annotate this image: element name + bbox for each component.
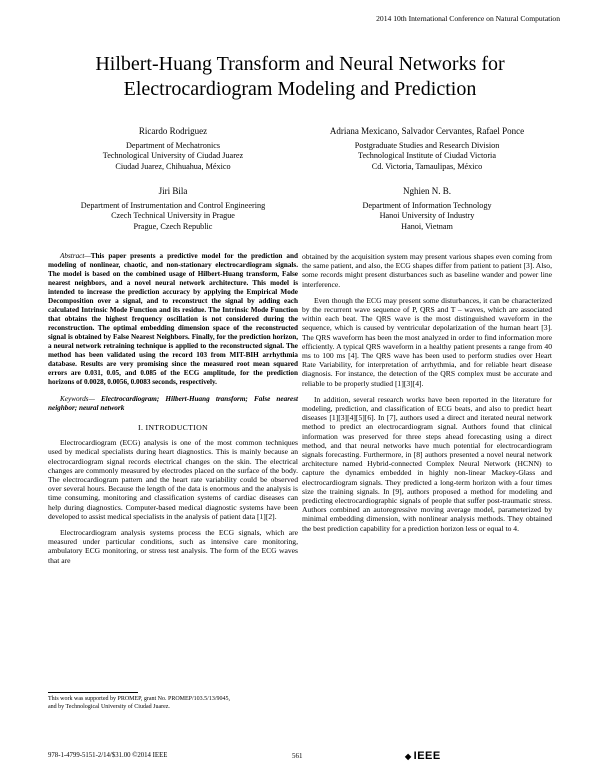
- author-affiliation: Ciudad Juarez, Chihuahua, México: [115, 161, 231, 171]
- title-line-2: Electrocardiogram Modeling and Prediction: [123, 78, 477, 100]
- author-block-1: [48, 126, 298, 172]
- footnote-line: This work was supported by PROMEP, grant No. PROMEP/103.5/13/9045,: [48, 696, 231, 702]
- author-name: Ricardo Rodriguez: [138, 126, 208, 136]
- author-affiliation: Department of Mechatronics: [125, 140, 221, 150]
- ieee-logo-text: IEEE: [413, 750, 441, 762]
- author-affiliation: Department of Instrumentation and Control Engineering: [80, 200, 266, 210]
- author-affiliation: Technological Institute of Ciudad Victoria: [358, 151, 496, 161]
- ieee-logo: [405, 750, 441, 762]
- body-paragraph: Even though the ECG may present some disturbances, it can be characterized by the recurrent wave sequence of P, QRS and T – waves, which are associated within each beat. The QRS wave is the most distinguished waveform in the sequence, which is caused by ventricular depolarization of the human heart [3]. The QRS waveform has been the most analyzed in order to find information more efficiently. A typical QRS waveform in a healthy patient presents a range from 40 ms to 100 ms [4]. The QRS wave has been used to perform studies over Heart Rate Variability, for interpretation of arrhythmia, and for reliable heart disease diagnosis. For instance, the detection of the QRS complex must be accurate and reliable to be properly studied [1][3][4].: [302, 295, 552, 388]
- footnote-line: and by Technological University of Ciudad Juarez.: [48, 703, 170, 710]
- author-block-2: [302, 126, 552, 172]
- body-paragraph: Electrocardiogram (ECG) analysis is one of the most common techniques used by medical specialists during heart diagnostics. This is mainly because an electrocardiogram signal records electrical changes on the skin. The electrical changes are commonly measured by electrodes placed on the surface of the body. The electrocardiogram pattern and the heart rate variability could be observed over several hours. Because the length of the data is enormous and the analysis is time consuming, monitoring and classification systems of cardiac diseases can help during diagnostics. Computer-based medical diagnostic systems have been developed to assist medical specialists in the analysis of patient data [1][2].: [48, 438, 298, 521]
- body-paragraph: In addition, several research works have been reported in the literature for modeling, prediction, and classification of ECG beats, and also to predict heart diseases [1][3][4][5][6]. In [7], authors used a direct and iterated neural network method to predict an electrocardiogram signal. Authors found that clinical information was preserved for three steps ahead forecasting using a direct method, and that neural networks have much potential for electrocardiogram signals forecasting. Furthermore, in [8] authors presented a novel neural network architecture named Hybrid-connected Complex Neural Network (HCNN) to capture the dynamics embedded in highly non-linear Mackey-Glass and electrocardiogram signals. They predicted a long-term horizon with a four times size the training signals. In [9], authors proposed a method for modeling and predicting electrocardiographic signals of people that suffer post-traumatic stress. Authors combined an autoregressive moving average model, parameterized by minimal embedding dimension, with nonlinear analysis methods. They obtained the best prediction capability for a prediction horizon less or equal to 4.: [302, 394, 552, 533]
- author-affiliation: Postgraduate Studies and Research Division: [354, 140, 500, 150]
- author-block-4: [302, 186, 552, 232]
- footer-isbn: 978-1-4799-5151-2/14/$31.00 ©2014 IEEE: [48, 752, 168, 759]
- author-affiliation: Hanoi, Vietnam: [401, 221, 453, 231]
- right-column: [302, 252, 552, 533]
- author-affiliation: Prague, Czech Republic: [133, 221, 213, 231]
- author-affiliation: Technological University of Ciudad Juarez: [102, 151, 244, 161]
- abstract: [48, 252, 298, 387]
- author-name: Nghien N. B.: [403, 186, 451, 196]
- keywords-lead: Keywords—: [60, 395, 101, 403]
- author-name: Jiri Bila: [158, 186, 188, 196]
- author-affiliation: Department of Information Technology: [362, 200, 492, 210]
- author-affiliation: Czech Technical University in Prague: [111, 211, 235, 221]
- title-line-1: Hilbert-Huang Transform and Neural Networks for: [95, 53, 505, 75]
- author-affiliation: Cd. Victoria, Tamaulipas, México: [371, 161, 483, 171]
- author-affiliation: Hanoi University of Industry: [379, 211, 475, 221]
- left-column: [48, 252, 298, 565]
- page-number: 561: [292, 752, 303, 760]
- abstract-lead: Abstract—: [60, 252, 91, 260]
- footnote-rule: [48, 692, 138, 693]
- section-heading-introduction: I. INTRODUCTION: [138, 423, 208, 432]
- keywords: [48, 395, 298, 413]
- conference-header: 2014 10th International Conference on Natural Computation: [376, 14, 560, 23]
- footnote: [48, 696, 298, 711]
- keywords-body: Electrocardiogram; Hilbert-Huang transform; False nearest neighbor; neural network: [48, 395, 298, 412]
- paper-title: [0, 52, 600, 102]
- author-name: Adriana Mexicano, Salvador Cervantes, Rafael Ponce: [329, 126, 525, 136]
- body-paragraph: obtained by the acquisition system may present various shapes even coming from the same patient, and also, the ECG shapes differ from patient to patient [3]. Also, some records might present disturbances such as baseline wander and power line interference.: [302, 252, 552, 289]
- ieee-diamond-icon: ◆: [405, 752, 412, 761]
- body-paragraph: Electrocardiogram analysis systems process the ECG signals, which are measured under particular conditions, such as intensive care monitoring, ambulatory ECG monitoring, or stress test analysis. The form of the ECG waves that are: [48, 528, 298, 565]
- author-block-3: [48, 186, 298, 232]
- abstract-body: This paper presents a predictive model for the prediction and modeling of nonlinear, chaotic, and non-stationary electrocardiogram signals. The model is based on the combined usage of Hilbert-Huang transform, False nearest neighbors, and a novel neural network architecture. This model is intended to increase the prediction accuracy by applying the Empirical Mode Decomposition over a signal, and to reconstruct the signal by adding each calculated Intrinsic Mode Function and its residue. The Intrinsic Mode Function that obtains the highest frequency oscillation is not considered during the reconstruction. The optimal embedding dimension space of the reconstructed signal is obtained by False Nearest Neighbors. Finally, for the prediction horizon, a neural network retraining technique is applied to the reconstructed signal. The method has been validated using the record 103 from MIT-BIH arrhythmia database. Results are very promising since the measured root mean squared errors are 0.031, 0.05, and 0.085 of the ECG amplitude, for the prediction horizons of 0.0028, 0.0056, 0.0083 seconds, respectively.: [48, 252, 298, 386]
